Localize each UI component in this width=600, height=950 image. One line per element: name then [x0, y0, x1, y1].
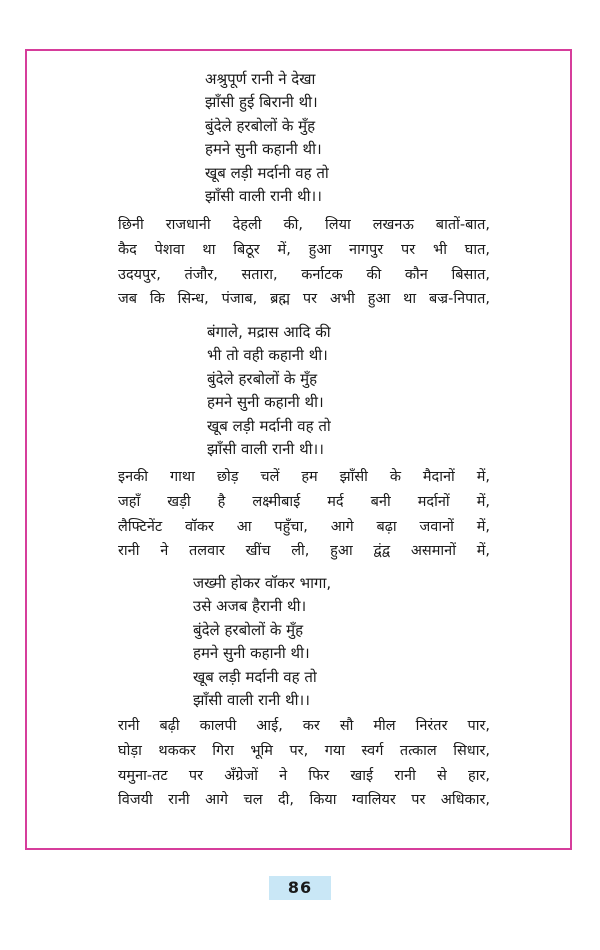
poem-line: खूब लड़ी मर्दानी वह तो [193, 667, 317, 686]
poem-line: झाँसी हुई बिरानी थी। [205, 93, 318, 112]
poem-line: जख्मी होकर वॉकर भागा, [193, 574, 332, 592]
chorus-2 [0, 321, 600, 461]
poem-line: रानी ने तलवार खींच ली, हुआ द्वंद्व असमानों में, [118, 543, 490, 560]
poem-line: हमने सुनी कहानी थी। [205, 140, 322, 159]
poem-line: हमने सुनी कहानी थी। [207, 393, 324, 412]
chorus-1 [0, 68, 600, 208]
poem-line: घोड़ा थककर गिरा भूमि पर, गया स्वर्ग तत्काल सिधार, [118, 742, 490, 759]
poem-line: बुंदेले हरबोलों के मुँह [207, 369, 318, 388]
poem-line: रानी बढ़ी कालपी आई, कर सौ मील निरंतर पार, [118, 718, 490, 734]
poem-line: बुंदेले हरबोलों के मुँह [193, 620, 304, 639]
poem-line: झाँसी वाली रानी थी।। [205, 187, 322, 206]
poem-line: हमने सुनी कहानी थी। [193, 644, 310, 663]
stanza-1 [118, 213, 490, 312]
poem-line: छिनी राजधानी देहली की, लिया लखनऊ बातों-बात, [118, 217, 490, 233]
page-number: 86 [269, 876, 331, 900]
poem-line: इनकी गाथा छोड़ चलें हम झाँसी के मैदानों में, [118, 469, 490, 485]
poem-line: भी तो वही कहानी थी। [207, 346, 328, 365]
poem-line: बंगाले, मद्रास आदि की [207, 323, 331, 341]
poem-line: कैद पेशवा था बिठूर में, हुआ नागपुर पर भी घात, [118, 241, 490, 258]
poem-line: यमुना-तट पर अँग्रेजों ने फिर खाई रानी से हार, [118, 767, 490, 784]
chorus-3 [0, 572, 600, 712]
poem-line: उदयपुर, तंजौर, सतारा, कर्नाटक की कौन बिसात, [118, 266, 490, 283]
poem-line: अश्रुपूर्ण रानी ने देखा [205, 70, 316, 88]
poem-line: उसे अजब हैरानी थी। [193, 597, 307, 616]
poem-line: खूब लड़ी मर्दानी वह तो [207, 416, 331, 435]
poem-line: विजयी रानी आगे चल दी, किया ग्वालियर पर अधिकार, [118, 792, 490, 809]
stanza-3 [118, 714, 490, 813]
poem-line: लैफ्टिनेंट वॉकर आ पहुँचा, आगे बढ़ा जवानों में, [118, 518, 490, 535]
poem-line: जब कि सिन्ध, पंजाब, ब्रह्म पर अभी हुआ था बज्र-निपात, [118, 291, 490, 308]
poem-line: जहाँ खड़ी है लक्ष्मीबाई मर्द बनी मर्दानों में, [118, 493, 490, 510]
poem-line: खूब लड़ी मर्दानी वह तो [205, 163, 329, 182]
stanza-2 [118, 465, 490, 564]
poem-line: बुंदेले हरबोलों के मुँह [205, 116, 316, 135]
poem-line: झाँसी वाली रानी थी।। [193, 691, 310, 710]
poem-line: झाँसी वाली रानी थी।। [207, 440, 324, 459]
